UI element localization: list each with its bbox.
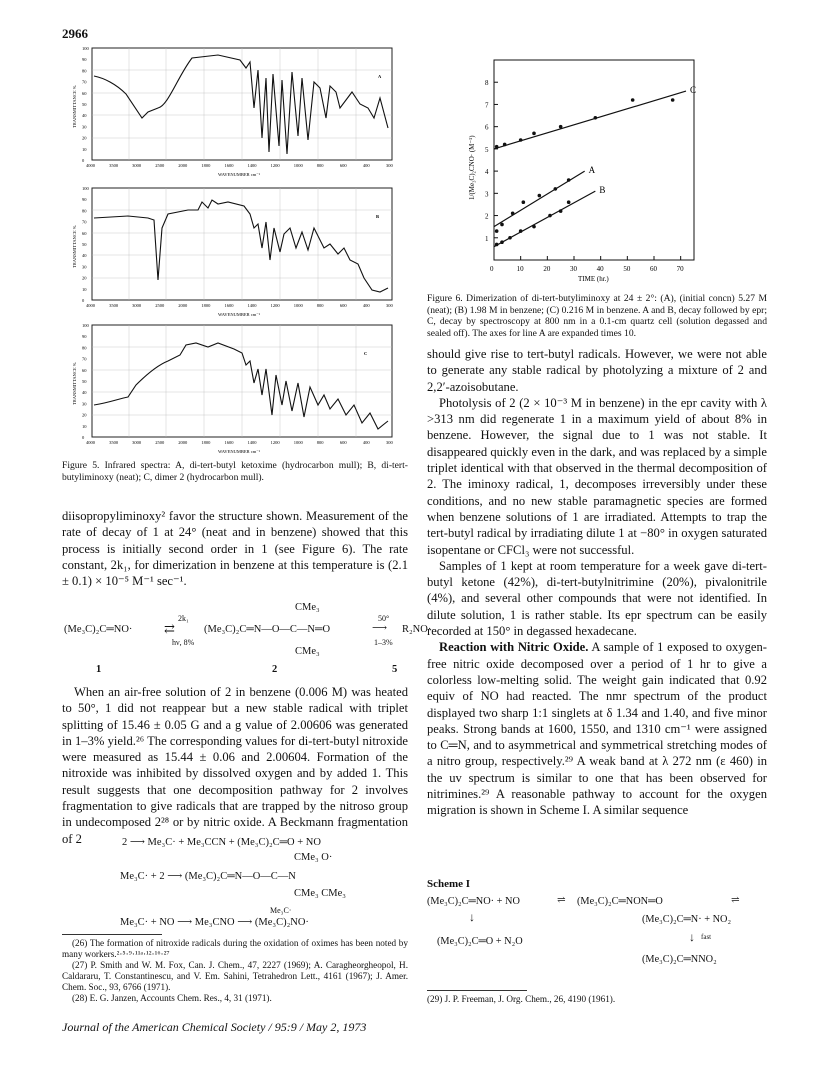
ir-x-tick: 4000 [86,440,95,445]
y-tick-label: 7 [485,101,489,110]
x-tick-label: 20 [543,265,551,273]
ir-y-tick: 80 [82,208,87,214]
ir-x-tick: 3000 [132,440,142,445]
y-tick-label: 2 [485,212,489,221]
ir-y-tick: 60 [82,90,87,96]
ir-x-tick: 3500 [109,303,119,308]
right-paragraph-1: should give rise to tert-butyl radicals. However, we were not able to generate any stable radical by photolyzing a mixture of 2 and 2,2′-azoisobutane. [427,347,767,394]
ir-y-tick: 90 [82,197,87,203]
section-heading-nitric-oxide: Reaction with Nitric Oxide. [439,640,589,655]
figure-6-chart [448,50,748,290]
series-c-point [559,125,563,129]
series-b-point [548,214,552,218]
equation-1-numbers [62,664,408,680]
eq1-arrow-bottom: hν, 8% [172,638,195,647]
ir-x-tick: 1200 [270,440,280,445]
ir-y-tick: 0 [82,158,85,163]
y-tick-label: 8 [485,79,489,88]
y-tick-label: 3 [485,190,489,199]
ir-y-tick: 50 [82,242,87,247]
ir-x-tick: 300 [386,163,393,168]
ir-y-tick: 0 [82,435,85,440]
series-c-point [594,116,598,120]
ir-x-tick: 2000 [178,303,188,308]
ir-panel-b-label: B [376,214,380,219]
ir-y-tick: 70 [82,219,87,225]
eq1-arrow2-bottom: 1–3% [374,638,393,647]
ir-y-tick: 30 [82,264,87,270]
series-a-point [538,194,542,198]
ir-x-tick: 1000 [293,163,303,168]
figure-6-caption: Figure 6. Dimerization of di-tert-butyliminoxy at 24 ± 2°: (A), (initial concn) 5.27 M (neat); (B) 1.98 M in benzene; (C) 0.216 M in benzene. A and B, decay followed by epr; C, decay by spectroscopy at 800 nm in a 0.1-cm quartz cell (solution degassed and sealed off). The axes for line A are expanded times 10. [427,293,767,339]
right-paragraph-2: Photolysis of 2 (2 × 10⁻³ M in benzene) in the epr cavity with λ >313 nm did regenerate 1 in a maximum yield of about 8% in benzene. However, the signal due to 1 was not stable. It disappeared quickly even in the dark, and was replaced by a simple triplet identical with that observed in the thermal decomposition of 2. The iminoxy radical, 1, decomposes irreversibly under these conditions, and no new stable paramagnetic species are formed when benzene solutions of 1 are irradiated. Attempts to trap the tert-butyl radical by irradiating dilute 1 at −80° in oxygen saturated isopentane or CFCl₃ were not successful. [427,395,767,557]
ir-x-tick: 1400 [247,440,257,445]
series-c-fit-line [494,91,686,149]
ir-x-tick: 400 [362,440,370,445]
eq1-arrow: ⇄ [164,621,175,636]
ir-ylabel-c: TRANSMITTANCE % [72,362,77,405]
ir-x-tick: 1400 [247,303,257,308]
ir-y-tick: 70 [82,79,87,85]
ir-x-tick: 1000 [293,440,303,445]
right-paragraph-4 [427,639,767,818]
eq1-right: R₂NO· [402,624,432,635]
ir-x-tick: 600 [339,440,347,445]
ir-y-tick: 90 [82,334,87,340]
series-a-fit-line [494,171,585,227]
figure-5-caption: Figure 5. Infrared spectra: A, di-tert-butyl ketoxime (hydrocarbon mull); B, di-tert-butyliminoxy (neat); C, dimer 2 (hydrocarbon mull). [62,460,408,483]
compound-number-5: 5 [392,664,398,675]
y-tick-label: 1 [485,234,489,243]
ir-x-tick: 3000 [132,303,142,308]
ir-x-tick: 800 [316,440,324,445]
ir-y-tick: 100 [82,46,89,51]
ir-x-tick: 4000 [86,163,95,168]
ir-spectra-figure [68,40,408,454]
left-paragraph-1: diisopropyliminoxy² favor the structure shown. Measurement of the rate of decay of 1 at 24° (neat and in benzene) showed that this process is initially second order in 1 (see Figure 6). The rate constant, 2k₁, for dimerization in benzene at this temperature is (2.1 ± 0.1) × 10⁻⁵ M⁻¹ sec⁻¹. [62,509,408,589]
ir-x-tick: 1600 [224,440,234,445]
series-b-point [508,236,512,240]
x-tick-label: 0 [490,265,494,273]
ir-y-tick: 40 [82,390,87,396]
scheme-title: Scheme I [427,878,471,890]
series-a-point [511,212,515,216]
eq2-line3-over: Me₃C· [270,906,292,915]
ir-x-tick: 2500 [155,303,165,308]
ir-x-tick: 3500 [109,440,119,445]
series-a-point [567,178,571,182]
series-c-point [503,143,507,147]
y-tick-label: 5 [485,145,489,154]
series-a-point [500,223,504,227]
ir-y-tick: 20 [82,275,87,281]
right-column-text [427,346,767,819]
ir-xlabel-a: WAVENUMBER cm⁻¹ [218,172,261,177]
series-a-point [522,200,526,204]
ir-y-tick: 100 [82,186,89,191]
ir-x-tick: 600 [339,163,347,168]
ir-xlabel-b: WAVENUMBER cm⁻¹ [218,312,261,317]
ir-y-tick: 80 [82,68,87,74]
footnote-26: (26) The formation of nitroxide radicals during the oxidation of oximes has been noted by many workers.²·⁵·⁹·¹¹ᵃ·¹²·¹⁶·²⁷ [62,938,408,959]
eq1-bottom-sub: CMe₃ [295,646,320,657]
eq2-line1: 2 ⟶ Me₃C· + Me₃CCN + (Me₃C)₂C═O + NO [122,837,321,848]
series-b-point [532,225,536,229]
ir-y-tick: 20 [82,412,87,418]
ir-x-tick: 1800 [201,163,211,168]
ir-x-tick: 400 [362,303,370,308]
ir-x-tick: 4000 [86,303,95,308]
x-tick-label: 70 [676,265,684,273]
series-b-label: B [599,185,606,196]
y-tick-label: 6 [485,123,489,132]
ir-x-tick: 3000 [132,163,142,168]
ir-x-tick: 1800 [201,440,211,445]
series-b-point [500,240,504,244]
ir-y-tick: 0 [82,298,85,303]
series-c-point [631,98,635,102]
ir-x-tick: 400 [362,163,370,168]
series-a-label: A [588,165,596,176]
x-tick-label: 10 [516,265,524,273]
ir-y-tick: 80 [82,345,87,351]
ir-y-tick: 60 [82,367,87,373]
compound-number-1: 1 [96,664,102,675]
left-paragraph-2: When an air-free solution of 2 in benzene (0.006 M) was heated to 50°, 1 did not reappear but a new stable radical with triplet splitting of 15.46 ± 0.05 G and a g value of 2.00606 was generated in 1–3% yield.²⁶ The corresponding values for di-tert-butyl nitroxide were measured as 15.44 ± 0.06 and 2.00604. Formation of the nitroxide was inhibited by dissolved oxygen and by added 1. This result suggests that one decomposition pathway for 2 involves fragmentation to give radicals that are trapped by the nitroso group in undecomposed 2²⁸ or by nitric oxide. A Beckmann fragmentation of 2 [62,685,408,846]
series-b-point [567,200,571,204]
ir-ylabel-b: TRANSMITTANCE % [72,225,77,268]
x-tick-label: 60 [650,265,657,273]
journal-footer: Journal of the American Chemical Society / 95:9 / May 2, 1973 [62,1020,367,1034]
ir-y-tick: 40 [82,253,87,259]
ir-y-tick: 70 [82,356,87,362]
scheme-fast: fast [701,933,712,941]
ir-x-tick: 800 [316,303,324,308]
series-c-label: C [690,85,697,96]
ir-x-tick: 3500 [109,163,119,168]
ir-y-tick: 30 [82,124,87,130]
ir-x-tick: 1800 [201,303,211,308]
series-a-point [554,187,558,191]
ir-x-tick: 1600 [224,163,234,168]
x-tick-label: 50 [623,265,631,273]
left-column-text-1 [62,508,408,589]
x-tick-label: 40 [596,265,604,273]
series-c-point [495,145,499,149]
scheme-r3: (Me₃C)₂C═N· + NO₂ [642,914,732,925]
ir-y-tick: 10 [82,286,87,292]
footnote-27: (27) P. Smith and W. M. Fox, Can. J. Chem., 47, 2227 (1969); A. Caragheorgheopol, H. Caldararu, T. Constantinescu, and V. Em. Sahini, Tetrahedron Lett., 4161 (1967); J. Amer. Chem. Soc., 93, 6766 (1971). [62,960,408,992]
ir-y-tick: 90 [82,57,87,63]
eq2-line3: Me₃C· + NO ⟶ Me₃CNO ⟶ (Me₃C)₂NO· [120,917,309,928]
compound-number-2: 2 [272,664,278,675]
series-c-point [519,138,523,142]
ir-y-tick: 30 [82,401,87,407]
left-footnotes [62,938,408,1004]
series-b-point [519,229,523,233]
ir-panel-c-label: C [364,351,368,356]
footnote-29: (29) J. P. Freeman, J. Org. Chem., 26, 4190 (1961). [427,994,616,1004]
ir-y-tick: 10 [82,423,87,429]
ir-y-tick: 10 [82,146,87,152]
ir-xlabel-c: WAVENUMBER cm⁻¹ [218,449,261,454]
eq1-arrow2: ⟶ [372,623,388,634]
eq1-left: (Me₃C)₂C═NO· [64,624,133,635]
y-axis-label: 1/(Me₃C)₂CNO· (M⁻¹) [468,135,476,200]
series-c-point [532,132,536,136]
equation-2 [62,836,408,936]
eq2-line2: Me₃C· + 2 ⟶ (Me₃C)₂C═N—O—C—N [120,871,296,882]
ir-x-tick: 2500 [155,440,165,445]
ir-panel-b [72,188,392,317]
equation-1 [62,596,432,666]
eq1-arrow-top: 2k₁ [178,614,189,623]
scheme-eq-arrow-2: ⇌ [731,895,740,906]
ir-x-tick: 2500 [155,163,165,168]
ir-y-tick: 100 [82,323,89,328]
ir-x-tick: 2000 [178,440,188,445]
ir-x-tick: 800 [316,163,324,168]
scheme-r1: (Me₃C)₂C═NO· + NO [427,896,520,907]
ir-ylabel-a: TRANSMITTANCE % [72,85,77,128]
right-paragraph-3: Samples of 1 kept at room temperature for a week gave di-tert-butyl ketone (42%), di-tert-butylnitrimine (20%), pivalonitrile (4%), and several other compounds that were not identified. In dilute solution, 1 is rather stable. Its epr spectrum can be easily recorded at 150° in degassed hexadecane. [427,558,767,639]
x-axis-label: TIME (hr.) [578,275,609,283]
eq1-arrow2-top: 50° [378,614,390,623]
ir-x-tick: 2000 [178,163,188,168]
ir-x-tick: 1200 [270,163,280,168]
ir-panel-c [72,325,392,454]
eq1-top-sub: CMe₃ [295,602,320,613]
y-tick-label: 4 [485,168,489,177]
footnote-28: (28) E. G. Janzen, Accounts Chem. Res., 4, 31 (1971). [72,993,272,1003]
scheme-r2: (Me₃C)₂C═NON═O [577,896,663,907]
ir-y-tick: 50 [82,379,87,384]
ir-y-tick: 20 [82,135,87,141]
ir-y-tick: 50 [82,102,87,107]
ir-y-tick: 40 [82,113,87,119]
scheme-eq-arrow-1: ⇌ [557,895,566,906]
series-a-point [495,229,499,233]
ir-panel-a-label: A [378,74,382,79]
ir-x-tick: 600 [339,303,347,308]
scheme-r4: (Me₃C)₂C═O + N₂O [437,936,523,947]
series-c-point [671,98,675,102]
ir-x-tick: 1000 [293,303,303,308]
ir-x-tick: 300 [386,440,393,445]
ir-x-tick: 1200 [270,303,280,308]
scheme-down-arrow-1: ↓ [469,910,475,924]
eq2-line2-bottom: CMe₃ CMe₃ [294,888,346,899]
eq2-line2-top: CMe₃ O· [294,852,333,863]
scheme-down-arrow-2: ↓ [689,930,695,944]
scheme-r5: (Me₃C)₂C═NNO₂ [642,954,717,965]
ir-y-tick: 60 [82,230,87,236]
right-paragraph-4-text: A sample of 1 exposed to oxygen-free nitric oxide decomposed over a period of 1 hr to give a colorless low-melting solid. The weight gain indicated that 0.92 equiv of NO had reacted. The nmr spectrum of the product displayed two sharp 1:1 singlets at δ 1.34 and 1.40, and five minor peaks. Strong bands at 1600, 1550, and 1310 cm⁻¹ were assigned to C═N, and to asymmetrical and symmetrical stretching modes of a nitro group, respectively.²⁹ A weak band at λ 272 nm (ε 460) in the uv spectrum is similar to one that has been observed for nitrimines.²⁹ A reasonable pathway to account for the oxygen migration is shown in Scheme I. A similar sequence [427,640,767,818]
left-column-text-2 [62,684,408,847]
series-b-point [559,209,563,213]
series-b-point [495,243,499,247]
x-tick-label: 30 [570,265,577,273]
scheme-1 [427,878,767,978]
ir-x-tick: 1600 [224,303,234,308]
eq1-middle: (Me₃C)₂C═N—O—C—N═O [204,624,331,635]
ir-x-tick: 1400 [247,163,257,168]
page-number: 2966 [62,26,88,41]
ir-panel-a [72,48,392,177]
ir-x-tick: 300 [386,303,393,308]
